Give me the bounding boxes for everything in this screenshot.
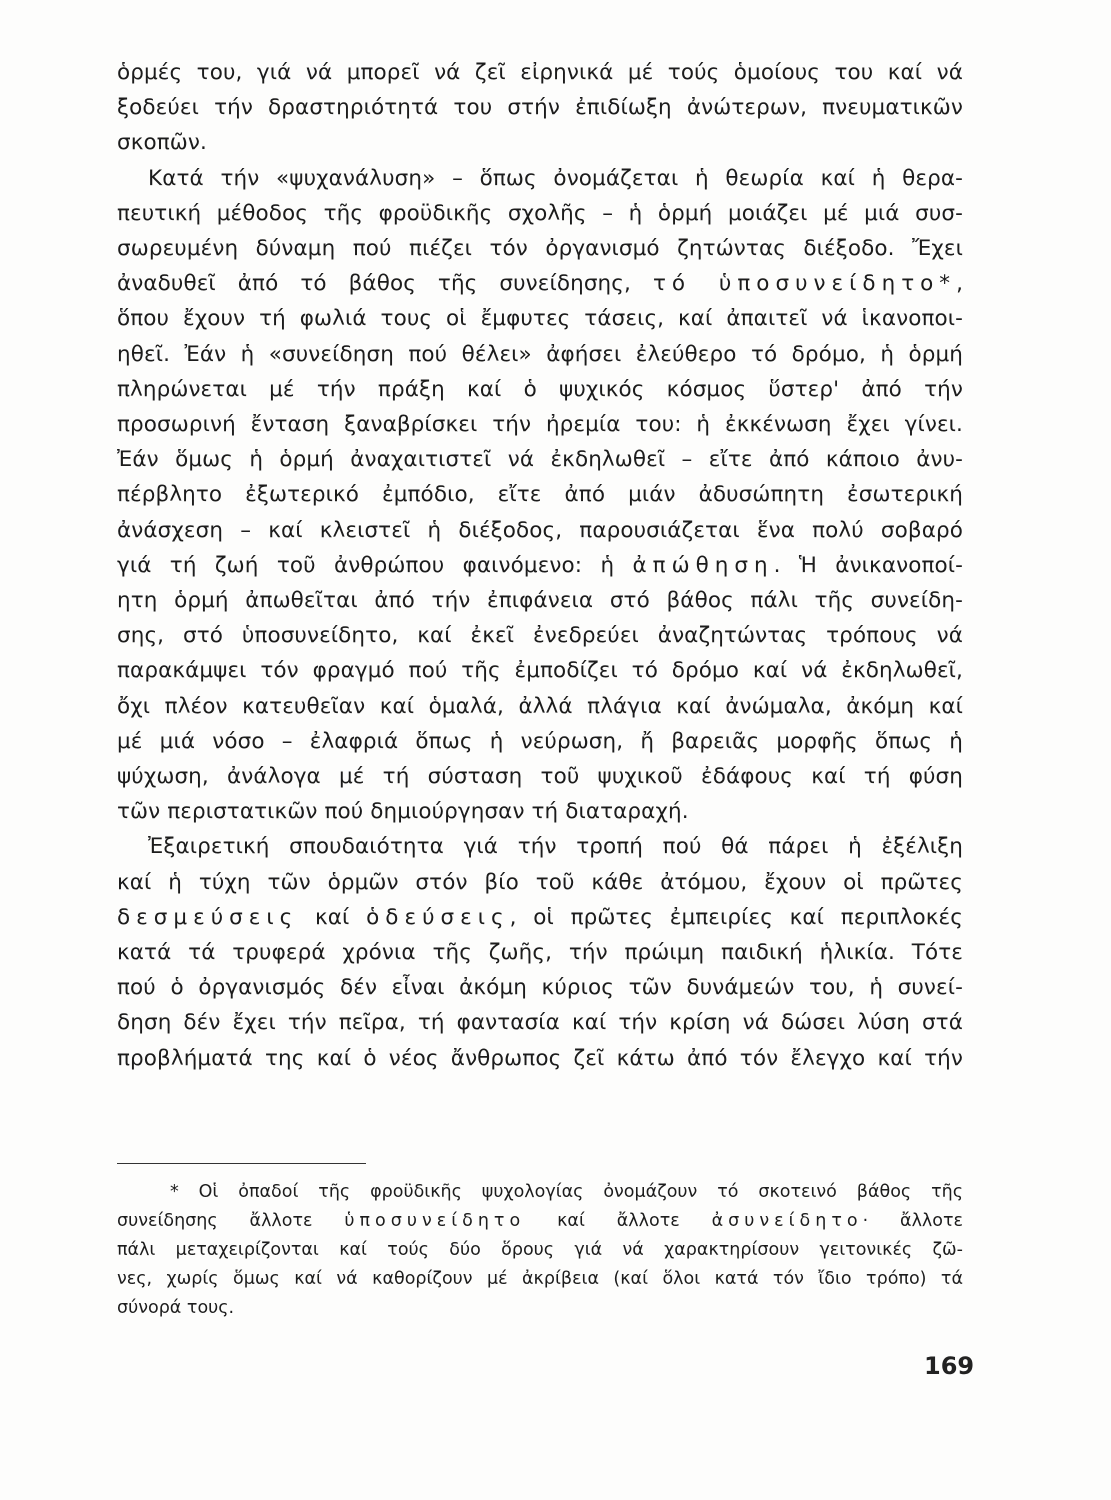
text-line: ψύχωση, ἀνάλογα μέ τή σύσταση τοῦ ψυχικοῦ ἐδάφους καί τή φύση (117, 764, 963, 789)
text-line: ἀνάσχεση – καί κλειστεῖ ἡ διέξοδος, παρουσιάζεται ἕνα πολύ σοβαρό (117, 518, 963, 543)
text-line: προβλήματά της καί ὁ νέος ἄνθρωπος ζεῖ κάτω ἀπό τόν ἔλεγχο καί τήν (117, 1046, 963, 1071)
footnote-line: * Οἱ ὀπαδοί τῆς φροϋδικῆς ψυχολογίας ὀνομάζουν τό σκοτεινό βάθος τῆς (170, 1182, 963, 1202)
text-line: ὄχι πλέον κατευθεῖαν καί ὁμαλά, ἀλλά πλάγια καί ἀνώμαλα, ἀκόμη καί (117, 694, 963, 719)
text-line: Κατά τήν «ψυχανάλυση» – ὅπως ὀνομάζεται ἡ θεωρία καί ἡ θερα- (148, 166, 963, 191)
text-line: ξοδεύει τήν δραστηριότητά του στήν ἐπιδίωξη ἀνώτερων, πνευματικῶν (117, 95, 963, 120)
text-line: δεσμεύσεις καί ὁδεύσεις, οἱ πρῶτες ἐμπειρίες καί περιπλοκές (117, 905, 963, 930)
text-line: ὅπου ἔχουν τή φωλιά τους οἱ ἔμφυτες τάσεις, καί ἀπαιτεῖ νά ἱκανοποι- (117, 306, 963, 331)
text-line: καί ἡ τύχη τῶν ὁρμῶν στόν βίο τοῦ κάθε ἀτόμου, ἔχουν οἱ πρῶτες (117, 870, 963, 895)
footnote-line: συνείδησης ἄλλοτε ὑποσυνείδητο καί ἄλλοτε ἀσυνείδητο· ἄλλοτε (117, 1211, 963, 1231)
text-line: γιά τή ζωή τοῦ ἀνθρώπου φαινόμενο: ἡ ἀπώθηση. Ἡ ἀνικανοποί- (117, 553, 963, 578)
text-line: δηση δέν ἔχει τήν πεῖρα, τή φαντασία καί τήν κρίση νά δώσει λύση στά (117, 1010, 963, 1035)
text-line: Ἐξαιρετική σπουδαιότητα γιά τήν τροπή πού θά πάρει ἡ ἐξέλιξη (148, 834, 963, 859)
text-line: κατά τά τρυφερά χρόνια τῆς ζωῆς, τήν πρώιμη παιδική ἡλικία. Τότε (117, 940, 963, 965)
footnote-rule (117, 1163, 366, 1164)
footnote-line: νες, χωρίς ὅμως καί νά καθορίζουν μέ ἀκρίβεια (καί ὅλοι κατά τόν ἴδιο τρόπο) τά (117, 1269, 963, 1289)
text-line: ηθεῖ. Ἐάν ἡ «συνείδηση πού θέλει» ἀφήσει ἐλεύθερο τό δρόμο, ἡ ὁρμή (117, 342, 963, 367)
text-line: σωρευμένη δύναμη πού πιέζει τόν ὀργανισμό ζητώντας διέξοδο. Ἔχει (117, 236, 963, 261)
text-line: μέ μιά νόσο – ἐλαφριά ὅπως ἡ νεύρωση, ἤ βαρειᾶς μορφῆς ὅπως ἡ (117, 729, 963, 754)
text-line: παρακάμψει τόν φραγμό πού τῆς ἐμποδίζει τό δρόμο καί νά ἐκδηλωθεῖ, (117, 658, 963, 683)
footnote-line: σύνορά τους. (117, 1298, 235, 1318)
text-line: προσωρινή ἔνταση ξαναβρίσκει τήν ἠρεμία του: ἡ ἐκκένωση ἔχει γίνει. (117, 412, 963, 437)
text-line: σκοπῶν. (117, 130, 207, 155)
footnote-line: πάλι μεταχειρίζονται καί τούς δύο ὅρους γιά νά χαρακτηρίσουν γειτονικές ζῶ- (117, 1240, 963, 1260)
text-line: ἀναδυθεῖ ἀπό τό βάθος τῆς συνείδησης, τό ὑποσυνείδητο*, (117, 271, 963, 296)
text-line: σης, στό ὑποσυνείδητο, καί ἐκεῖ ἐνεδρεύει ἀναζητώντας τρόπους νά (117, 623, 963, 648)
text-line: ητη ὁρμή ἀπωθεῖται ἀπό τήν ἐπιφάνεια στό βάθος πάλι τῆς συνείδη- (117, 588, 963, 613)
page-number: 169 (924, 1352, 975, 1380)
text-line: πληρώνεται μέ τήν πράξη καί ὁ ψυχικός κόσμος ὕστερ' ἀπό τήν (117, 377, 963, 402)
text-line: Ἐάν ὅμως ἡ ὁρμή ἀναχαιτιστεῖ νά ἐκδηλωθεῖ – εἴτε ἀπό κάποιο ἀνυ- (117, 447, 963, 472)
text-line: ὁρμές του, γιά νά μπορεῖ νά ζεῖ εἰρηνικά μέ τούς ὁμοίους του καί νά (117, 60, 963, 85)
text-line: τῶν περιστατικῶν πού δημιούργησαν τή διαταραχή. (117, 799, 689, 824)
text-line: πευτική μέθοδος τῆς φροϋδικῆς σχολῆς – ἡ ὁρμή μοιάζει μέ μιά συσ- (117, 201, 963, 226)
text-line: πέρβλητο ἐξωτερικό ἐμπόδιο, εἴτε ἀπό μιάν ἀδυσώπητη ἐσωτερική (117, 482, 963, 507)
text-line: πού ὁ ὀργανισμός δέν εἶναι ἀκόμη κύριος τῶν δυνάμεών του, ἡ συνεί- (117, 975, 963, 1000)
